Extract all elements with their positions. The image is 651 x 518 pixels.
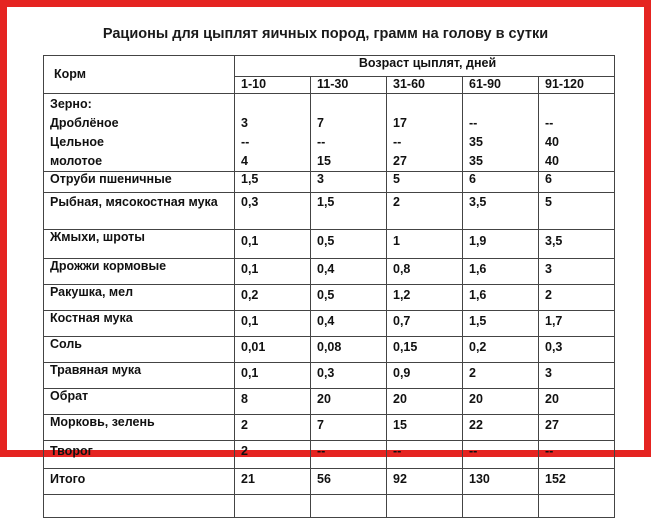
table-cell: 40 [545, 154, 559, 168]
table-cell: -- [469, 116, 478, 130]
table-row-grain [44, 94, 615, 172]
table-cell: 15 [387, 415, 463, 441]
table-cell: 0,1 [235, 311, 311, 337]
table-cell: 0,4 [311, 311, 387, 337]
table-cell: -- [393, 135, 402, 149]
table-cell: 0,3 [235, 193, 311, 230]
table-cell: 0,1 [235, 230, 311, 259]
header-age-5: 91-120 [539, 77, 615, 94]
row-name: Ракушка, мел [44, 285, 235, 311]
table-cell: 35 [469, 154, 483, 168]
table-cell: 6 [463, 172, 539, 193]
table-cell: 7 [311, 415, 387, 441]
table-cell: 1,9 [463, 230, 539, 259]
table-cell: 0,2 [463, 337, 539, 363]
table-cell: 2 [463, 363, 539, 389]
table-cell: 0,2 [235, 285, 311, 311]
header-age-2: 11-30 [311, 77, 387, 94]
table-cell: 1,5 [235, 172, 311, 193]
table-cell: 0,3 [539, 337, 615, 363]
header-age-1: 1-10 [235, 77, 311, 94]
table-cell: 4 [241, 154, 248, 168]
table-cell: 1,6 [463, 285, 539, 311]
table-cell: 0,01 [235, 337, 311, 363]
grain-values-age-1 [235, 94, 311, 172]
table-cell: 20 [463, 389, 539, 415]
row-name-total [44, 495, 235, 518]
table-cell: 20 [539, 389, 615, 415]
table-cell: 3 [311, 172, 387, 193]
table-cell: 5 [387, 172, 463, 193]
table-cell: 130 [463, 469, 539, 495]
table-cell: 0,1 [235, 363, 311, 389]
table-cell: 17 [393, 116, 407, 130]
grain-label: Зерно: [50, 97, 92, 111]
table-cell: 3,5 [463, 193, 539, 230]
table-cell: -- [539, 441, 615, 469]
table-cell: 0,9 [387, 363, 463, 389]
table-row [44, 259, 615, 285]
table-row [44, 415, 615, 441]
table-cell: 8 [235, 389, 311, 415]
row-name: Морковь, зелень [44, 415, 235, 441]
table-cell: 1 [387, 230, 463, 259]
table-cell: 3 [241, 116, 248, 130]
table-cell: 0,3 [311, 363, 387, 389]
table-cell: 1,2 [387, 285, 463, 311]
table-cell: -- [241, 135, 250, 149]
table-cell: -- [545, 116, 554, 130]
header-feed: Корм [44, 56, 235, 94]
table-cell: 3 [539, 363, 615, 389]
grain-values-age-2 [311, 94, 387, 172]
grain-name-whole: Цельное [50, 135, 104, 149]
table-cell: 20 [311, 389, 387, 415]
table-cell: 0,15 [387, 337, 463, 363]
row-name: Итого [44, 469, 235, 495]
table-cell: 0,1 [235, 259, 311, 285]
table-cell: 3,5 [539, 230, 615, 259]
row-name: Рыбная, мясокостная мука [44, 193, 235, 230]
table-row-total [44, 495, 615, 518]
table-cell: 21 [235, 469, 311, 495]
table-cell: 15 [317, 154, 331, 168]
table-cell: 1,5 [463, 311, 539, 337]
header-age-group: Возраст цыплят, дней [235, 56, 615, 77]
table-cell: -- [311, 441, 387, 469]
table-cell: 2 [235, 415, 311, 441]
table-cell: 0,4 [311, 259, 387, 285]
table-cell: 5 [539, 193, 615, 230]
row-name: Жмыхи, шроты [44, 230, 235, 259]
table-cell: -- [463, 441, 539, 469]
table-cell: 0,7 [387, 311, 463, 337]
row-name: Обрат [44, 389, 235, 415]
table-cell: 152 [539, 469, 615, 495]
table-cell: 1,6 [463, 259, 539, 285]
table-row [44, 230, 615, 259]
grain-names-cell [44, 94, 235, 172]
row-name: Соль [44, 337, 235, 363]
table-cell: 0,5 [311, 285, 387, 311]
table-cell [311, 495, 387, 518]
row-name: Костная мука [44, 311, 235, 337]
table-row [44, 337, 615, 363]
grain-name-ground: молотое [50, 154, 103, 168]
table-cell: -- [317, 135, 326, 149]
row-name: Травяная мука [44, 363, 235, 389]
table-row [44, 441, 615, 469]
table-cell [463, 495, 539, 518]
table-cell [387, 495, 463, 518]
table-row [44, 285, 615, 311]
table-cell: 0,8 [387, 259, 463, 285]
table-cell [539, 495, 615, 518]
table-cell: 2 [387, 193, 463, 230]
grain-name-crushed: Дроблёное [50, 116, 119, 130]
row-name: Отруби пшеничные [44, 172, 235, 193]
table-cell: 56 [311, 469, 387, 495]
table-row [44, 172, 615, 193]
grain-values-age-5 [539, 94, 615, 172]
table-cell: 22 [463, 415, 539, 441]
header-age-3: 31-60 [387, 77, 463, 94]
table-cell: 35 [469, 135, 483, 149]
grain-values-age-3 [387, 94, 463, 172]
table-cell: -- [387, 441, 463, 469]
table-row [44, 363, 615, 389]
table-cell: 2 [539, 285, 615, 311]
table-cell [235, 495, 311, 518]
table-row [44, 389, 615, 415]
row-name: Дрожжи кормовые [44, 259, 235, 285]
table-cell: 7 [317, 116, 324, 130]
table-row [44, 311, 615, 337]
header-row-group [44, 56, 615, 77]
table-cell: 0,08 [311, 337, 387, 363]
row-name: Творог [44, 441, 235, 469]
table-cell: 20 [387, 389, 463, 415]
grain-values-age-4 [463, 94, 539, 172]
page-title: Рационы для цыплят яичных пород, грамм на голову в сутки [102, 26, 549, 42]
table-cell: 3 [539, 259, 615, 285]
table-cell: 0,5 [311, 230, 387, 259]
table-cell: 40 [545, 135, 559, 149]
table-cell: 1,5 [311, 193, 387, 230]
table-cell: 2 [235, 441, 311, 469]
table-row [44, 193, 615, 230]
table-cell: 27 [539, 415, 615, 441]
table-cell: 92 [387, 469, 463, 495]
table-cell: 27 [393, 154, 407, 168]
table-cell: 6 [539, 172, 615, 193]
table-cell: 1,7 [539, 311, 615, 337]
table-row [44, 469, 615, 495]
ration-table [43, 55, 615, 518]
header-age-4: 61-90 [463, 77, 539, 94]
